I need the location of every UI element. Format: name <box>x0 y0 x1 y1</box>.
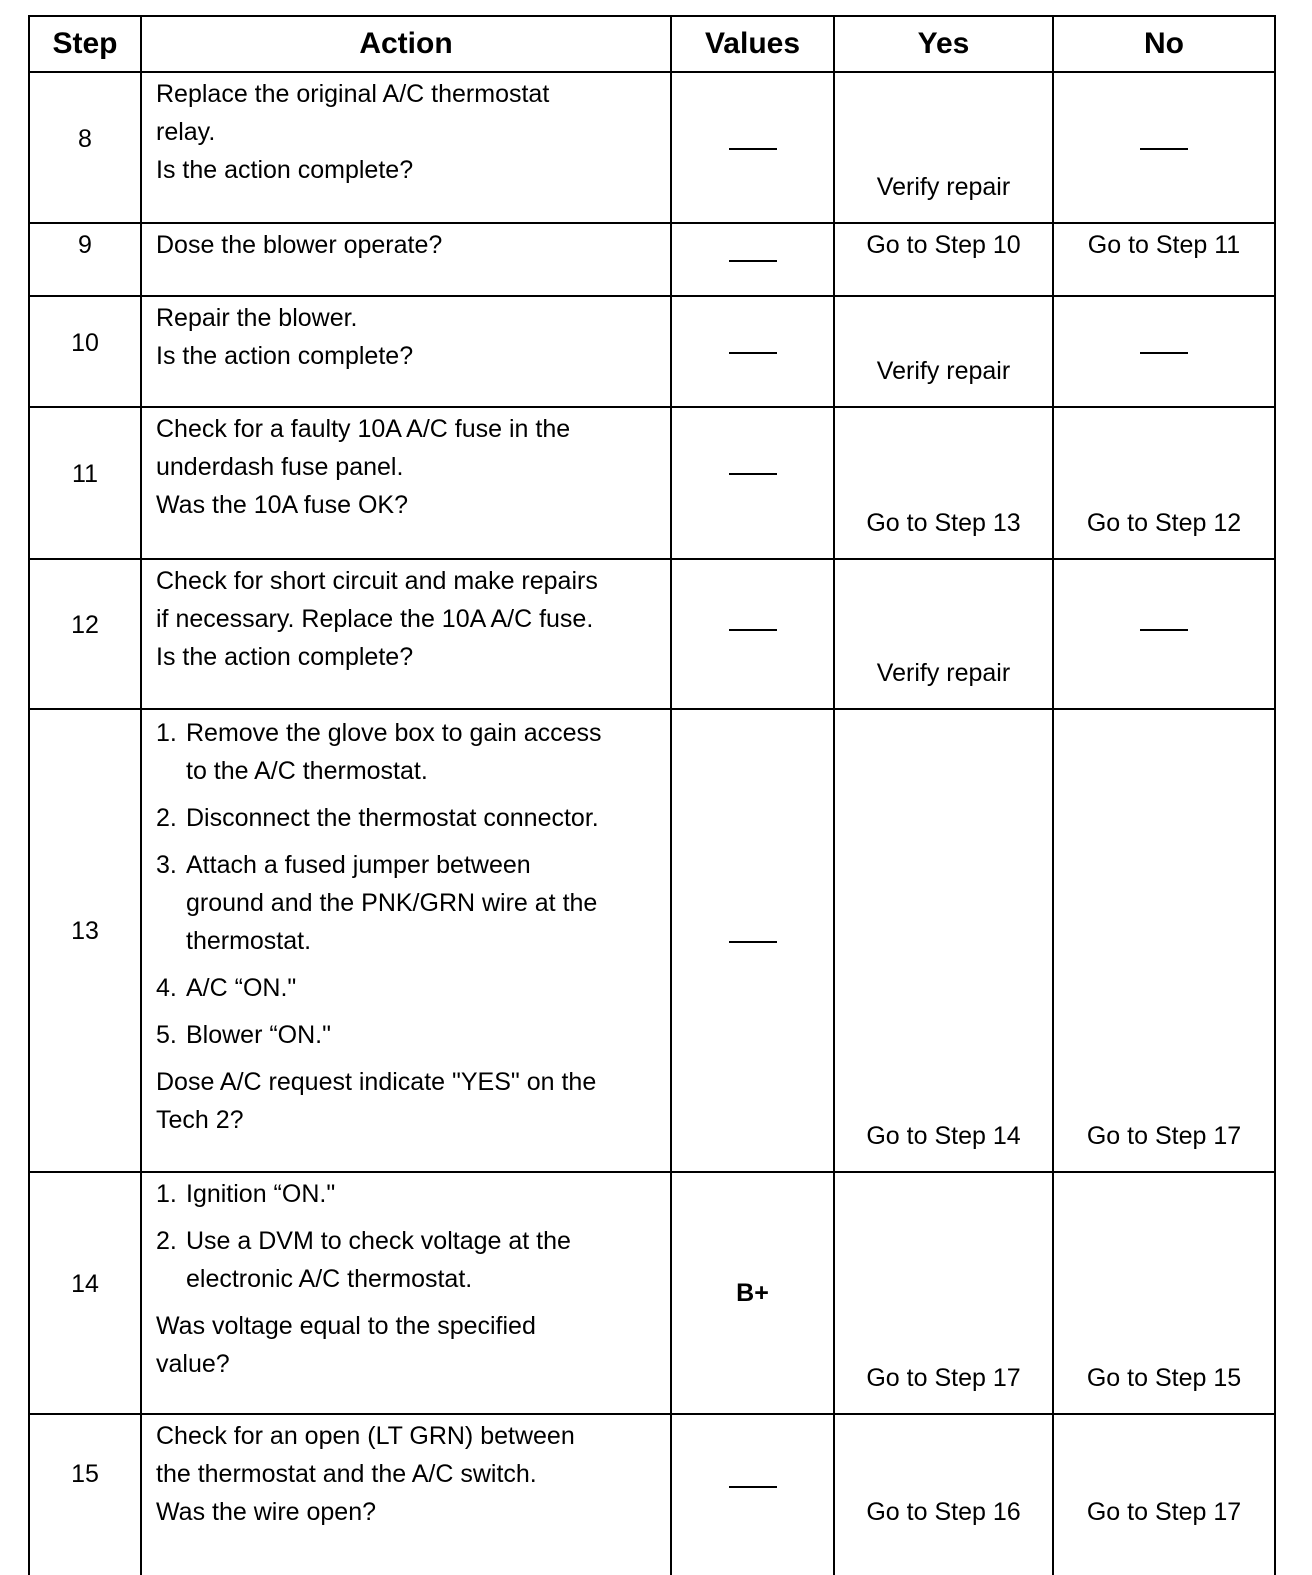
step-number: 15 <box>29 1414 141 1575</box>
step-number: 13 <box>29 709 141 1172</box>
action-line: Check for an open (LT GRN) between <box>156 1421 575 1450</box>
dash-mark <box>729 260 777 262</box>
no-cell: Go to Step 12 <box>1053 407 1275 558</box>
action-line: Replace the original A/C thermostat <box>156 80 550 108</box>
values-cell <box>671 559 834 709</box>
step-index: 3. <box>156 850 177 879</box>
dash-mark <box>1140 352 1188 354</box>
table-row <box>29 296 1275 408</box>
yes-cell: Verify repair <box>834 72 1053 223</box>
step-index: 1. <box>156 718 177 747</box>
action-line: Is the action complete? <box>156 156 414 184</box>
action-step <box>156 1175 660 1213</box>
dash-mark <box>729 352 777 354</box>
action-cell <box>141 72 671 223</box>
action-line: Dose the blower operate? <box>156 231 443 260</box>
action-line: Was the 10A fuse OK? <box>156 491 408 520</box>
action-line: underdash fuse panel. <box>156 453 404 482</box>
values-cell <box>671 72 834 223</box>
action-cell <box>141 559 671 709</box>
action-line: Remove the glove box to gain access <box>186 718 602 747</box>
step-index: 1. <box>156 1180 177 1208</box>
action-line: thermostat. <box>186 926 312 955</box>
action-line: Disconnect the thermostat connector. <box>186 803 599 832</box>
no-cell: Go to Step 17 <box>1053 709 1275 1172</box>
action-line: Was the wire open? <box>156 1497 377 1526</box>
no-cell <box>1053 559 1275 709</box>
action-step <box>156 846 660 960</box>
dash-mark <box>729 1486 777 1488</box>
values-cell: B+ <box>671 1172 834 1414</box>
no-cell <box>1053 296 1275 408</box>
action-cell <box>141 407 671 558</box>
step-number: 9 <box>29 223 141 296</box>
values-cell <box>671 223 834 296</box>
action-cell <box>141 709 671 1172</box>
action-cell <box>141 223 671 296</box>
action-line: Was voltage equal to the specified <box>156 1312 536 1340</box>
yes-cell: Verify repair <box>834 296 1053 408</box>
no-cell <box>1053 72 1275 223</box>
values-cell <box>671 709 834 1172</box>
yes-cell: Go to Step 16 <box>834 1414 1053 1575</box>
step-index: 2. <box>156 803 177 832</box>
table-row <box>29 407 1275 558</box>
diagnostic-table <box>28 15 1276 1575</box>
header-yes: Yes <box>834 16 1053 72</box>
header-values: Values <box>671 16 834 72</box>
dash-mark <box>1140 148 1188 150</box>
values-cell <box>671 1414 834 1575</box>
dash-mark <box>729 941 777 943</box>
action-question <box>156 1307 660 1383</box>
action-line: electronic A/C thermostat. <box>186 1265 473 1293</box>
action-line: Repair the blower. <box>156 303 358 332</box>
step-index: 5. <box>156 1020 177 1049</box>
table-row <box>29 1172 1275 1414</box>
yes-cell: Go to Step 14 <box>834 709 1053 1172</box>
action-line: Is the action complete? <box>156 642 414 671</box>
action-line: Check for a faulty 10A A/C fuse in the <box>156 415 571 444</box>
action-line: to the A/C thermostat. <box>186 756 428 785</box>
dash-mark <box>1140 629 1188 631</box>
action-line: Check for short circuit and make repairs <box>156 566 598 595</box>
step-number: 8 <box>29 72 141 223</box>
action-step <box>156 1222 660 1298</box>
action-cell <box>141 1414 671 1575</box>
table-row <box>29 72 1275 223</box>
table-row <box>29 709 1275 1172</box>
table-row <box>29 223 1275 296</box>
dash-mark <box>729 148 777 150</box>
action-line: ground and the PNK/GRN wire at the <box>186 888 598 917</box>
step-index: 2. <box>156 1227 177 1255</box>
table-row <box>29 559 1275 709</box>
action-step <box>156 799 660 837</box>
action-line: Attach a fused jumper between <box>186 850 531 879</box>
values-cell <box>671 407 834 558</box>
step-index: 4. <box>156 973 177 1002</box>
step-number: 10 <box>29 296 141 408</box>
no-cell: Go to Step 17 <box>1053 1414 1275 1575</box>
action-line: Use a DVM to check voltage at the <box>186 1227 571 1255</box>
header-no: No <box>1053 16 1275 72</box>
yes-cell: Verify repair <box>834 559 1053 709</box>
action-step <box>156 1016 660 1054</box>
yes-cell: Go to Step 13 <box>834 407 1053 558</box>
action-line: Tech 2? <box>156 1105 244 1134</box>
step-number: 11 <box>29 407 141 558</box>
dash-mark <box>729 473 777 475</box>
action-step <box>156 714 660 790</box>
action-line: if necessary. Replace the 10A A/C fuse. <box>156 604 594 633</box>
yes-cell: Go to Step 17 <box>834 1172 1053 1414</box>
header-action: Action <box>141 16 671 72</box>
action-line: value? <box>156 1350 230 1378</box>
action-line: Ignition “ON." <box>186 1180 336 1208</box>
step-number: 12 <box>29 559 141 709</box>
action-line: relay. <box>156 118 216 146</box>
no-cell: Go to Step 11 <box>1053 223 1275 296</box>
action-line: Is the action complete? <box>156 341 414 370</box>
yes-cell: Go to Step 10 <box>834 223 1053 296</box>
action-question <box>156 1063 660 1139</box>
action-line: Dose A/C request indicate "YES" on the <box>156 1067 597 1096</box>
values-cell <box>671 296 834 408</box>
action-cell <box>141 1172 671 1414</box>
table-row <box>29 1414 1275 1575</box>
header-step: Step <box>29 16 141 72</box>
dash-mark <box>729 629 777 631</box>
no-cell: Go to Step 15 <box>1053 1172 1275 1414</box>
action-line: A/C “ON." <box>186 973 297 1002</box>
header-row <box>29 16 1275 72</box>
step-number: 14 <box>29 1172 141 1414</box>
action-line: the thermostat and the A/C switch. <box>156 1459 537 1488</box>
action-step <box>156 969 660 1007</box>
action-line: Blower “ON." <box>186 1020 332 1049</box>
action-cell <box>141 296 671 408</box>
